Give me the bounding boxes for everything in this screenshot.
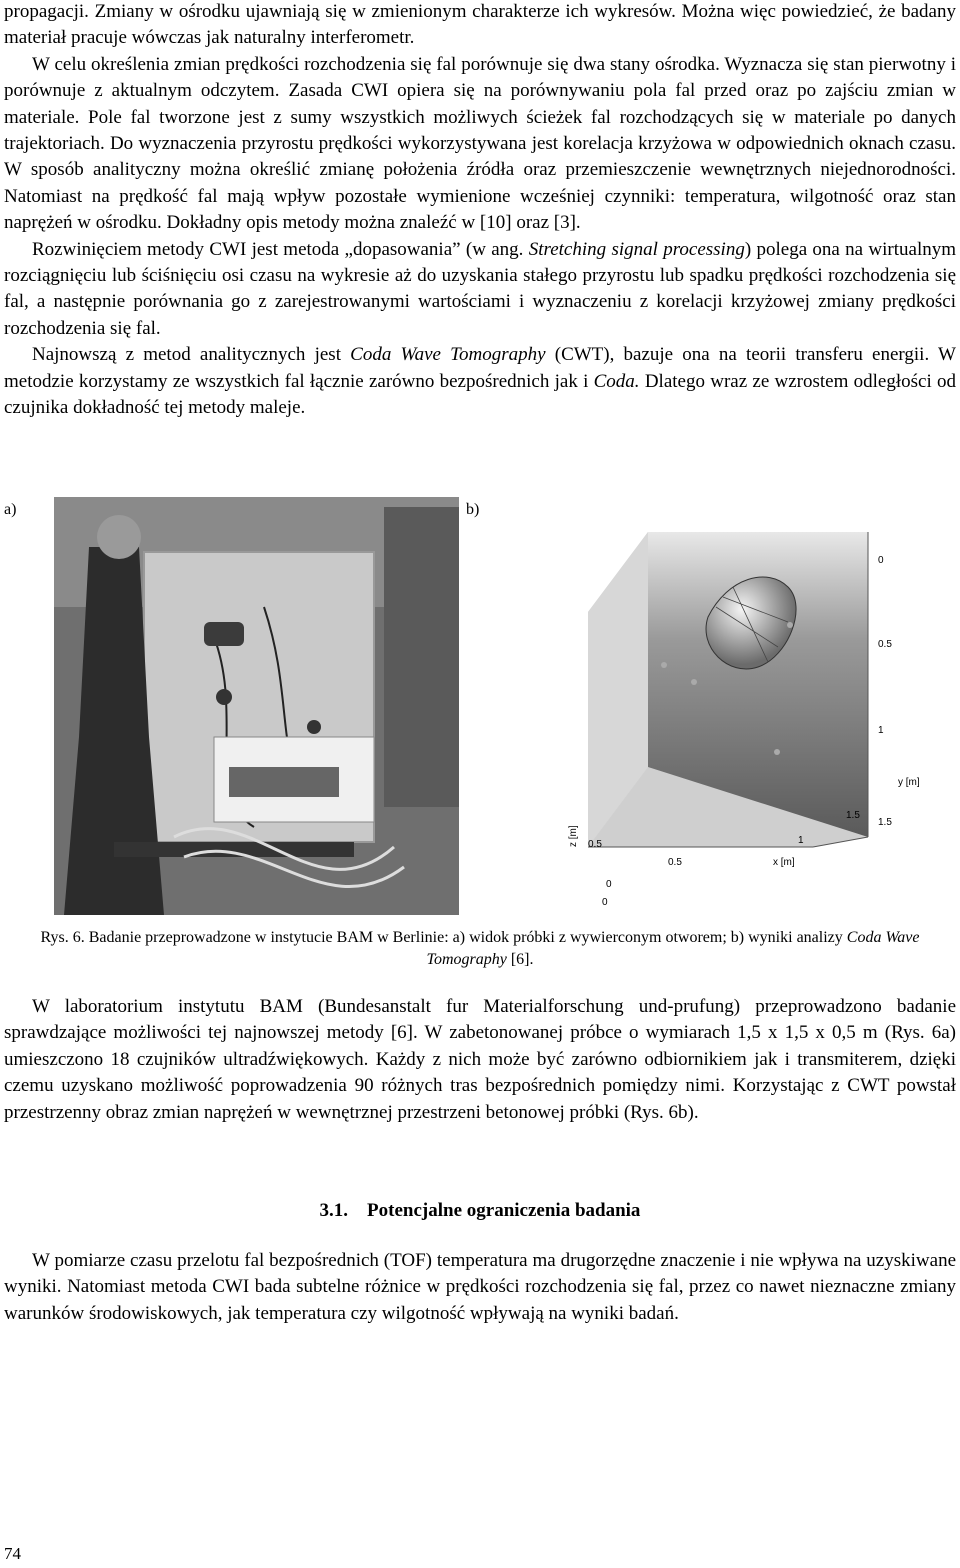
z-tick-05: 0.5 (588, 839, 602, 850)
paragraph-6: W pomiarze czasu przelotu fal bezpośrednich (TOF) temperatura ma drugorzędne znaczenie i nie wpływa na uzyskiwane wyniki. Natomiast metoda CWI bada subtelne różnice w prędkości rozchodzenia się fal, przez co nawet nieznaczne zmiany warunków środowiskowych, jak temperatura czy wilgotność wpływają na wyniki badań. (4, 1250, 956, 1324)
caption-b: [6]. (506, 951, 534, 968)
paragraph-3-a: Rozwinięciem metody CWI jest metoda „dopasowania” (w ang. (32, 238, 529, 260)
section-title-text: Potencjalne ograniczenia badania (367, 1200, 641, 1221)
z-tick-0: 0 (602, 897, 608, 908)
x-tick-0: 0 (606, 879, 612, 890)
y-tick-1: 1 (878, 725, 884, 736)
paragraph-3-term: Stretching signal processing (528, 238, 745, 260)
y-tick-05: 0.5 (878, 639, 892, 650)
y-tick-0: 0 (878, 555, 884, 566)
figure-6 (4, 497, 956, 917)
tomography-plot (468, 527, 958, 915)
paragraph-4-a: Najnowszą z metod analitycznych jest (32, 344, 351, 366)
x-axis-label: x [m] (773, 857, 795, 868)
y-tick-15: 1.5 (878, 817, 892, 828)
x-tick-05: 0.5 (668, 857, 682, 868)
z-axis-label: z [m] (568, 825, 579, 847)
figure-label-b: b) (466, 501, 480, 518)
figure-label-a: a) (4, 501, 17, 518)
page-body (4, 0, 956, 422)
paragraph-4-b: (CWT), bazuje ona na teorii transferu energii. W metodzie korzystamy ze wszystkich fal łącznie zarówno bezpośrednich jak i (4, 344, 956, 392)
caption-a: Rys. 6. Badanie przeprowadzone w instytucie BAM w Berlinie: a) widok próbki z wywierconym otworem; b) wyniki analizy (40, 929, 847, 946)
paragraph-5: W laboratorium instytutu BAM (Bundesanstalt fur Materialforschung und-prufung) przeprowadzono badanie sprawdzające możliwości tej najnowszej metody [6]. W zabetonowanej próbce o wymiarach 1,5 x 1,5 x 0,5 m (Rys. 6a) umieszczono 18 czujników ultradźwiękowych. Każdy z nich może być zarówno odbiornikiem jak i transmiterem, dzięki czemu uzyskano możliwość poprowadzenia 90 różnych tras bezpośrednich pomiędzy nimi. Korzystając z CWT powstał przestrzenny obraz zmian naprężeń w wewnętrznej przestrzeni betonowej próbki (Rys. 6b). (4, 996, 956, 1123)
paragraph-3-b: ) polega ona na wirtualnym rozciągnięciu lub ściśnięciu osi czasu na wykresie aż do uzyskania stałego przyrostu lub spadku prędkości rozchodzenia się fal, a następnie porównania go z zarejestrowanymi wartościami i wyznaczeniu z korelacji krzyżowej zmiany prędkości rozchodzenia się fal. (4, 238, 957, 339)
paragraph-1: propagacji. Zmiany w ośrodku ujawniają się w zmienionym charakterze ich wykresów. Można więc powiedzieć, że badany materiał pracuje wówczas jak naturalny interferometr. (4, 1, 956, 49)
caption-term: Coda Wave Tomography (426, 929, 920, 968)
tomography-result (468, 527, 958, 915)
section-number: 3.1. (319, 1200, 349, 1221)
page-number: 74 (4, 1544, 21, 1563)
x-tick-1: 1 (798, 835, 804, 846)
section-heading (0, 1200, 960, 1222)
figure-caption (0, 927, 960, 971)
specimen-photo-image (54, 497, 459, 915)
paragraph-4-term: Coda Wave Tomography (350, 344, 546, 366)
y-axis-label: y [m] (898, 777, 920, 788)
paragraph-4 (4, 342, 956, 421)
specimen-photo (54, 497, 459, 915)
paragraph-2: W celu określenia zmian prędkości rozchodzenia się fal porównuje się dwa stany ośrodka. Wyznacza się stan pierwotny i porównuje z aktualnym odczytem. Zasada CWI opiera się na porównywaniu pola fal przed oraz po zajściu zmian w materiale. Pole fal tworzone jest z sumy wszystkich możliwych ścieżek fal rozchodzących się w materiale po danych trajektoriach. Do wyznaczenia przyrostu prędkości wykorzystywana jest korelacja krzyżowa w odpowiednich oknach czasu. W sposób analityczny można określić zmianę położenia źródła oraz przemieszczenie wewnętrznych niejednorodności. Natomiast na prędkość fal mają wpływ pozostałe wymienione wcześniej czynniki: temperatura, wilgotność oraz stan naprężeń w ośrodku. Dokładny opis metody można znaleźć w [10] oraz [3]. (4, 53, 956, 234)
page-body-3 (4, 1248, 956, 1327)
x-tick-15: 1.5 (846, 810, 860, 821)
paragraph-3 (4, 237, 956, 343)
paragraph-4-coda: Coda. (593, 370, 640, 392)
page-body-2 (4, 994, 956, 1126)
paragraph-4-c: Dlatego wraz ze wzrostem odległości od czujnika dokładność tej metody maleje. (4, 370, 956, 419)
